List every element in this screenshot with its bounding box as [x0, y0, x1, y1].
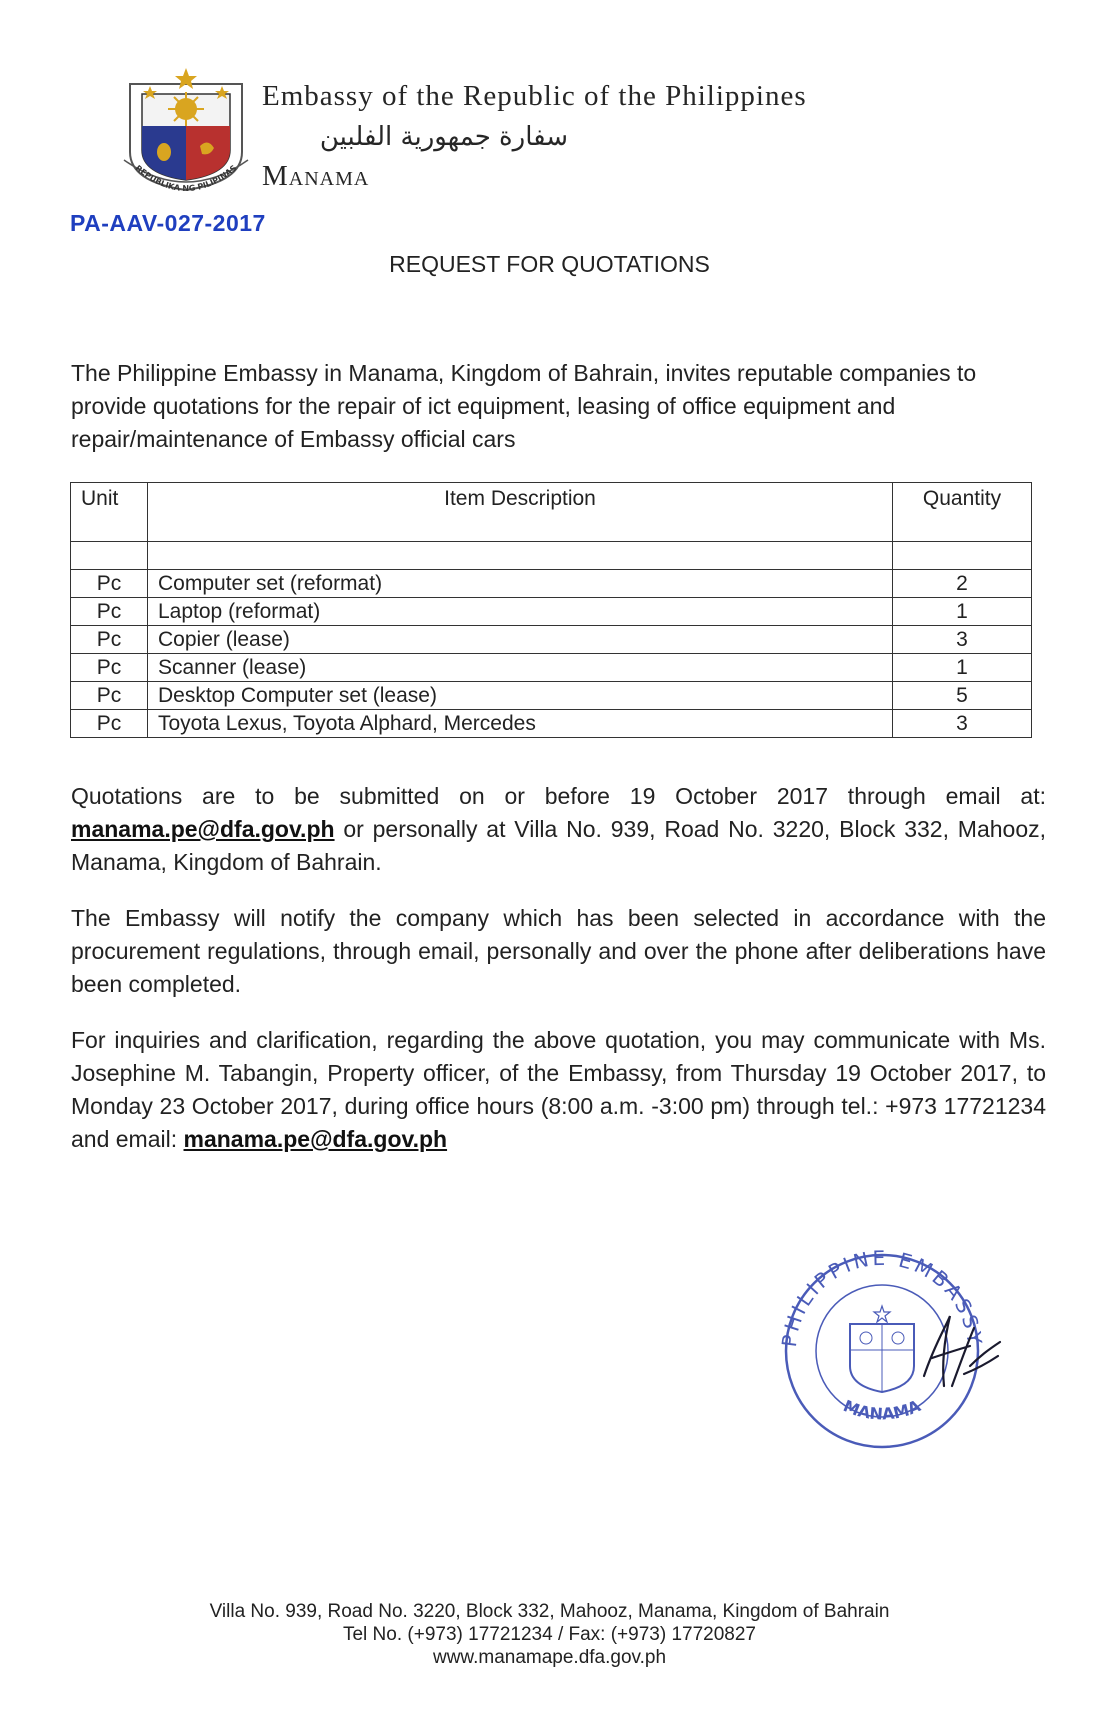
submission-paragraph [71, 780, 1046, 879]
footer-address: Villa No. 939, Road No. 3220, Block 332, Mahooz, Manama, Kingdom of Bahrain [209, 1601, 890, 1622]
official-stamp [774, 1246, 1014, 1456]
header-description: Item Description [148, 483, 893, 542]
notice-paragraph: The Embassy will notify the company which has been selected in accordance with the procurement regulations, through email, personally and over the phone after deliberations have been completed. [71, 905, 1046, 997]
table-spacer-row [71, 542, 1032, 570]
reference-number: PA-AAV-027-2017 [70, 210, 266, 236]
stamp-bottom-text: MANAMA [840, 1396, 924, 1424]
cell-quantity: 2 [893, 570, 1032, 598]
embassy-name-arabic: سفارة جمهورية الفلبين [319, 122, 569, 152]
inquiries-email-link[interactable]: manama.pe@dfa.gov.ph [183, 1126, 448, 1152]
cell-description: Toyota Lexus, Toyota Alphard, Mercedes [148, 710, 893, 738]
seal-caption: REPUBLIKA NG PILIPINAS [133, 163, 239, 194]
submission-email-link[interactable]: manama.pe@dfa.gov.ph [71, 816, 335, 842]
cell-description: Desktop Computer set (lease) [148, 682, 893, 710]
header-unit: Unit [71, 483, 148, 542]
cell-description: Copier (lease) [148, 626, 893, 654]
cell-description: Computer set (reformat) [148, 570, 893, 598]
cell-quantity: 1 [893, 598, 1032, 626]
intro-paragraph: The Philippine Embassy in Manama, Kingdom of Bahrain, invites reputable companies to provide quotations for the repair of ict equipment, leasing of office equipment and repair/maintenance of Embassy official cars [71, 360, 977, 452]
cell-unit: Pc [71, 710, 148, 738]
footer [0, 1600, 1099, 1669]
table-header-row [71, 483, 1032, 542]
footer-phone: Tel No. (+973) 17721234 / Fax: (+973) 17720827 [342, 1624, 756, 1645]
stamp-top-text: PHILIPPINE EMBASSY [776, 1246, 988, 1349]
table-row [71, 654, 1032, 682]
cell-description: Laptop (reformat) [148, 598, 893, 626]
submission-text-after: or personally at Villa No. 939, Road No. 3220, Block 332, Mahooz, Manama, Kingdom of Bahrain. [71, 816, 1046, 875]
cell-quantity: 3 [893, 626, 1032, 654]
inquiries-text: For inquiries and clarification, regarding the above quotation, you may communicate with Ms. Josephine M. Tabangin, Property officer, of the Embassy, from Thursday 19 October 2017, to Monday 23 October 2017, during office hours (8:00 a.m. -3:00 pm) through tel.: +973 17721234 and email: [71, 1027, 1046, 1152]
cell-unit: Pc [71, 570, 148, 598]
cell-quantity: 5 [893, 682, 1032, 710]
cell-quantity: 3 [893, 710, 1032, 738]
svg-text:MANAMA [841, 1396, 924, 1424]
embassy-name: Embassy of the Republic of the Philippines [262, 80, 807, 112]
inquiries-paragraph [71, 1024, 1046, 1156]
table-row [71, 626, 1032, 654]
items-table [70, 482, 1032, 738]
table-row [71, 598, 1032, 626]
table-row [71, 570, 1032, 598]
footer-website[interactable]: www.manamape.dfa.gov.ph [432, 1647, 667, 1668]
table-row [71, 710, 1032, 738]
table-row [71, 682, 1032, 710]
cell-unit: Pc [71, 654, 148, 682]
document-title: REQUEST FOR QUOTATIONS [389, 251, 710, 277]
header-quantity: Quantity [893, 483, 1032, 542]
cell-unit: Pc [71, 598, 148, 626]
embassy-seal-logo [120, 64, 252, 204]
cell-unit: Pc [71, 682, 148, 710]
cell-description: Scanner (lease) [148, 654, 893, 682]
embassy-city: Manama [262, 160, 370, 192]
cell-quantity: 1 [893, 654, 1032, 682]
cell-unit: Pc [71, 626, 148, 654]
submission-text-before: Quotations are to be submitted on or before 19 October 2017 through email at: [71, 783, 1046, 809]
